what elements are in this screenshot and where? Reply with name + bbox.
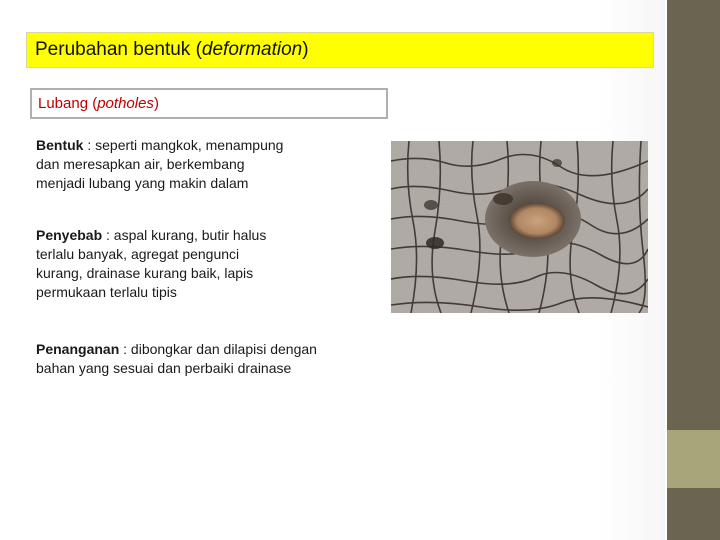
bentuk-label: Bentuk — [36, 137, 84, 153]
paragraph-penyebab: Penyebab : aspal kurang, butir halus terlalu banyak, agregat pengunci kurang, drainase kurang baik, lapis permukaan terlalu tipis — [36, 227, 267, 300]
sidebar-accent-block — [667, 430, 720, 488]
paragraph-penanganan: Penanganan : dibongkar dan dilapisi dengan bahan yang sesuai dan perbaiki drainase — [36, 341, 317, 376]
penanganan-label: Penanganan — [36, 341, 120, 357]
paragraph-bentuk: Bentuk : seperti mangkok, menampung dan meresapkan air, berkembang menjadi lubang yang makin dalam — [36, 137, 284, 191]
subtitle: Lubang (potholes) — [38, 95, 159, 112]
pothole-photo — [391, 141, 648, 313]
slide-title: Perubahan bentuk (deformation) — [35, 39, 309, 60]
subtitle-box — [30, 88, 388, 119]
penyebab-label: Penyebab — [36, 227, 103, 243]
title-bar — [26, 32, 654, 68]
